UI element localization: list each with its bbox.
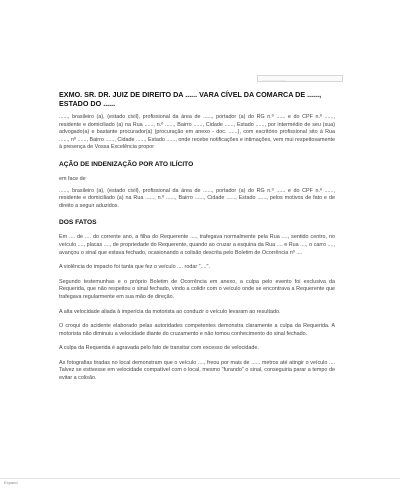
petition-heading: EXMO. SR. DR. JUIZ DE DIREITO DA ...... VARA CÍVEL DA COMARCA DE ......, ESTADO DO ...... (59, 90, 322, 108)
action-title: AÇÃO DE INDENIZAÇÃO POR ATO ILÍCITO (59, 160, 194, 168)
facts-paragraph: O croqui do acidente elaborado pelas autoridades competentes demonstra claramente a culpa da Requerida. A motorista não diminuiu a velocidade diante do cruzamento e não tomou conhecimento do sinal fechado. (59, 323, 335, 337)
document-stamp-box (257, 75, 343, 82)
facts-paragraph: A violência do impacto foi tanta que fez o veículo .... rodar "....". (59, 264, 210, 271)
facts-paragraph: Segundo testemunhas e o próprio Boletim de Ocorrência em anexo, a culpa pelo evento foi exclusiva da Requerida, que não respeitou o sinal fechado, vindo a colidir com o veículo onde se encontrava a Requerente que trafegava regularmente em sua mão de direção. (59, 278, 335, 300)
defendant-qualification-paragraph: ......, brasileiro (a), (estado civil), profissional da área de ......, portador (a) do RG n.º ...... e do CPF n.º ......, residente e domiciliado (a) na Rua ......, n.º ......, Bairro ......, Cidade ......, Estado ......, pelos motivos de fato e de direito a seguir aduzidos. (59, 187, 335, 209)
plaintiff-qualification-paragraph: ......, brasileiro (a), (estado civil), profissional da área de ......, portador (a) do RG n.º ...... e do CPF n.º ......, residente e domiciliado (a) na Rua ......, n.º ......, Bairro ......, Cidade ......, Estado ......, por intermédio de seu (sua) advogado(a) e bastante procurador(a) (procuração em anexo - doc. ......), com escritório profissional sito à Rua ......, nº ......, Bairro ......, Cidade ......, Estado ......, onde recebe notificações e intimações, vem mui respeitosamente à presença de Vossa Excelência propor (59, 114, 335, 151)
facts-paragraph: A alta velocidade aliada à imperícia da motorista ao conduzir o veículo levaram ao resultado. (59, 308, 281, 315)
expand-link[interactable]: Expand (4, 480, 18, 485)
stamp-text: ...................... (262, 77, 287, 82)
facts-paragraph: As fotografias tiradas no local demonstram que o veículo ...., freou por mais de ...... metros até atingir o veículo .... Talvez se estivesse em velocidade compatível com o local, mesmo "furando" o sinal, conseguiria parar a tempo de evitar a colisão. (59, 359, 335, 382)
facts-paragraph: A culpa da Requerida é agravada pelo fato de transitar com excesso de velocidade. (59, 345, 259, 352)
document-body (59, 90, 335, 390)
footer-bar (0, 478, 400, 487)
facts-section-title: DOS FATOS (59, 219, 97, 227)
facts-paragraph: Em .... de .... do corrente ano, a filha do Requerente ...., trafegava normalmente pela Rua ...., sentido centro, no veículo ...., placas ...., de propriedade do Requerente, quando ao cruzar a esquina da Rua .... e Rua ...., o carro ...., avançou o sinal que estava fechado, ocasionando a colisão descrita pelo Boletim de Ocorrência nº .... (59, 234, 335, 256)
em-face-text: em face de (59, 175, 86, 182)
